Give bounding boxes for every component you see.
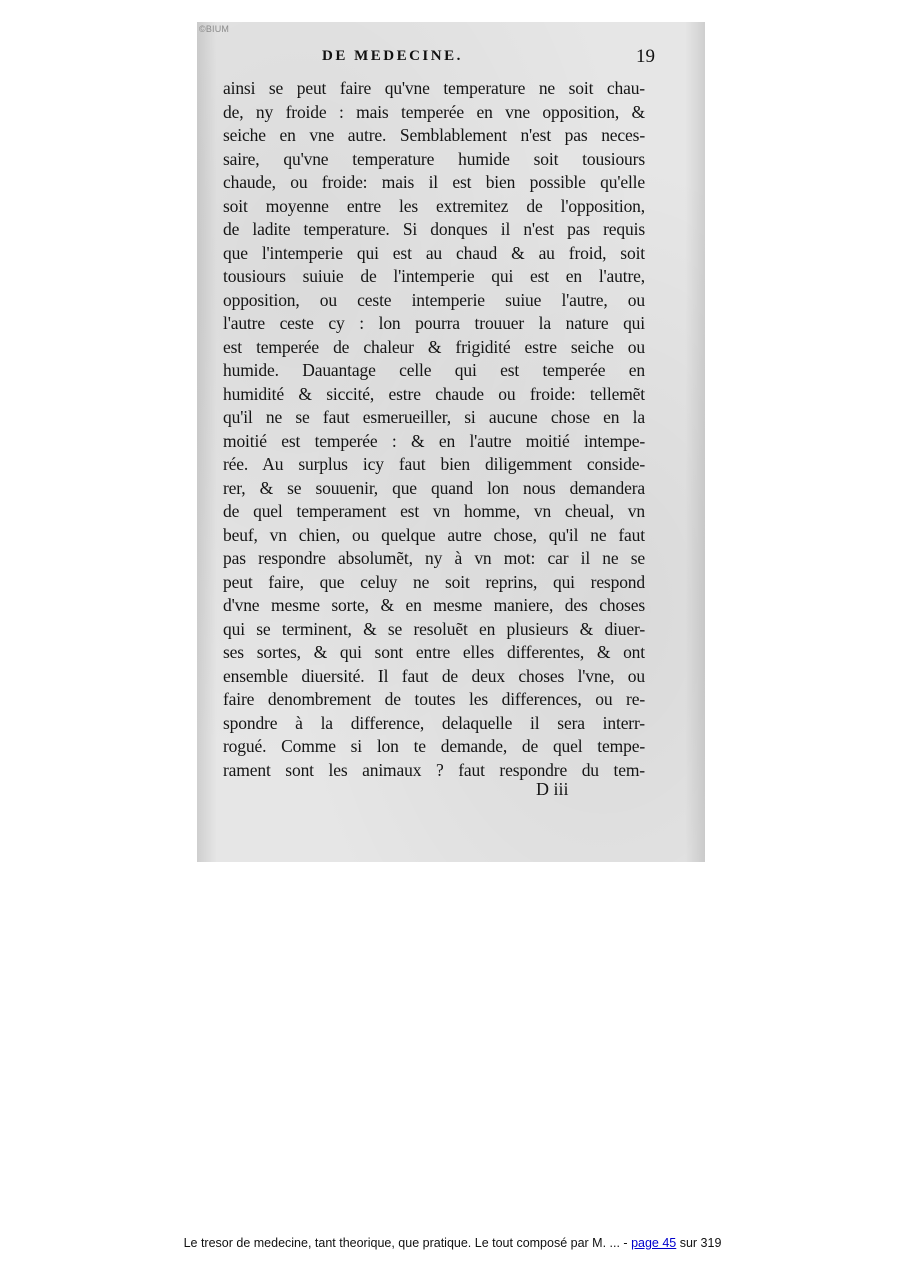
text-line: opposition, ou ceste intemperie suiue l'autre, ou xyxy=(223,289,645,310)
text-line: rogué. Comme si lon te demande, de quel tempe- xyxy=(223,736,645,756)
page-number: 19 xyxy=(636,46,655,67)
text-line: que l'intemperie qui est au chaud & au froid, soit xyxy=(223,242,645,263)
text-line: seiche en vne autre. Semblablement n'est pas neces- xyxy=(223,125,645,145)
text-line: de quel temperament est vn homme, vn cheual, vn xyxy=(223,501,645,521)
text-line: soit moyenne entre les extremitez de l'opposition, xyxy=(223,195,645,216)
text-line: peut faire, que celuy ne soit reprins, qui respond xyxy=(223,571,645,592)
text-line: d'vne mesme sorte, & en mesme maniere, des choses xyxy=(223,595,645,615)
watermark: ©BIUM xyxy=(199,24,230,34)
footer-caption xyxy=(0,1236,905,1250)
text-line: saire, qu'vne temperature humide soit tousiours xyxy=(223,148,645,169)
text-line: l'autre ceste cy : lon pourra trouuer la nature qui xyxy=(223,313,645,333)
text-line: humidité & siccité, estre chaude ou froide: tellemẽt xyxy=(223,383,645,404)
text-line: humide. Dauantage celle qui est temperée en xyxy=(223,360,645,380)
text-line: de, ny froide : mais temperée en vne opposition, & xyxy=(223,101,645,122)
text-line: beuf, vn chien, ou quelque autre chose, qu'il ne faut xyxy=(223,524,645,545)
text-line: ses sortes, & qui sont entre elles differentes, & ont xyxy=(223,642,645,662)
footer-page-count: sur 319 xyxy=(676,1236,722,1250)
text-line: ainsi se peut faire qu'vne temperature ne soit chau- xyxy=(223,78,645,98)
scanned-page xyxy=(197,22,705,862)
text-line: rament sont les animaux ? faut respondre du tem- xyxy=(223,759,645,780)
running-head: DE MEDECINE. xyxy=(322,48,463,64)
text-line: chaude, ou froide: mais il est bien possible qu'elle xyxy=(223,172,645,192)
signature-mark: D iii xyxy=(536,779,569,799)
text-line: moitié est temperée : & en l'autre moitié intempe- xyxy=(223,430,645,451)
page-link[interactable]: page 45 xyxy=(631,1236,677,1250)
text-line: de ladite temperature. Si donques il n'est pas requis xyxy=(223,219,645,239)
footer-title: Le tresor de medecine, tant theorique, que pratique. Le tout composé par M. ... - xyxy=(183,1236,632,1250)
text-line: est temperée de chaleur & frigidité estre seiche ou xyxy=(223,336,645,357)
text-line: rer, & se souuenir, que quand lon nous demandera xyxy=(223,477,645,498)
text-line: tousiours suiuie de l'intemperie qui est en l'autre, xyxy=(223,266,645,286)
text-line: rée. Au surplus icy faut bien diligemment conside- xyxy=(223,454,645,474)
body-text xyxy=(223,77,645,782)
text-line: qu'il ne se faut esmerueiller, si aucune chose en la xyxy=(223,407,645,427)
text-line: qui se terminent, & se resoluẽt en plusieurs & diuer- xyxy=(223,618,645,639)
text-line: faire denombrement de toutes les differences, ou re- xyxy=(223,689,645,709)
text-line: spondre à la difference, delaquelle il sera interr- xyxy=(223,712,645,733)
text-line: pas respondre absolumẽt, ny à vn mot: car il ne se xyxy=(223,548,645,568)
text-line: ensemble diuersité. Il faut de deux choses l'vne, ou xyxy=(223,665,645,686)
